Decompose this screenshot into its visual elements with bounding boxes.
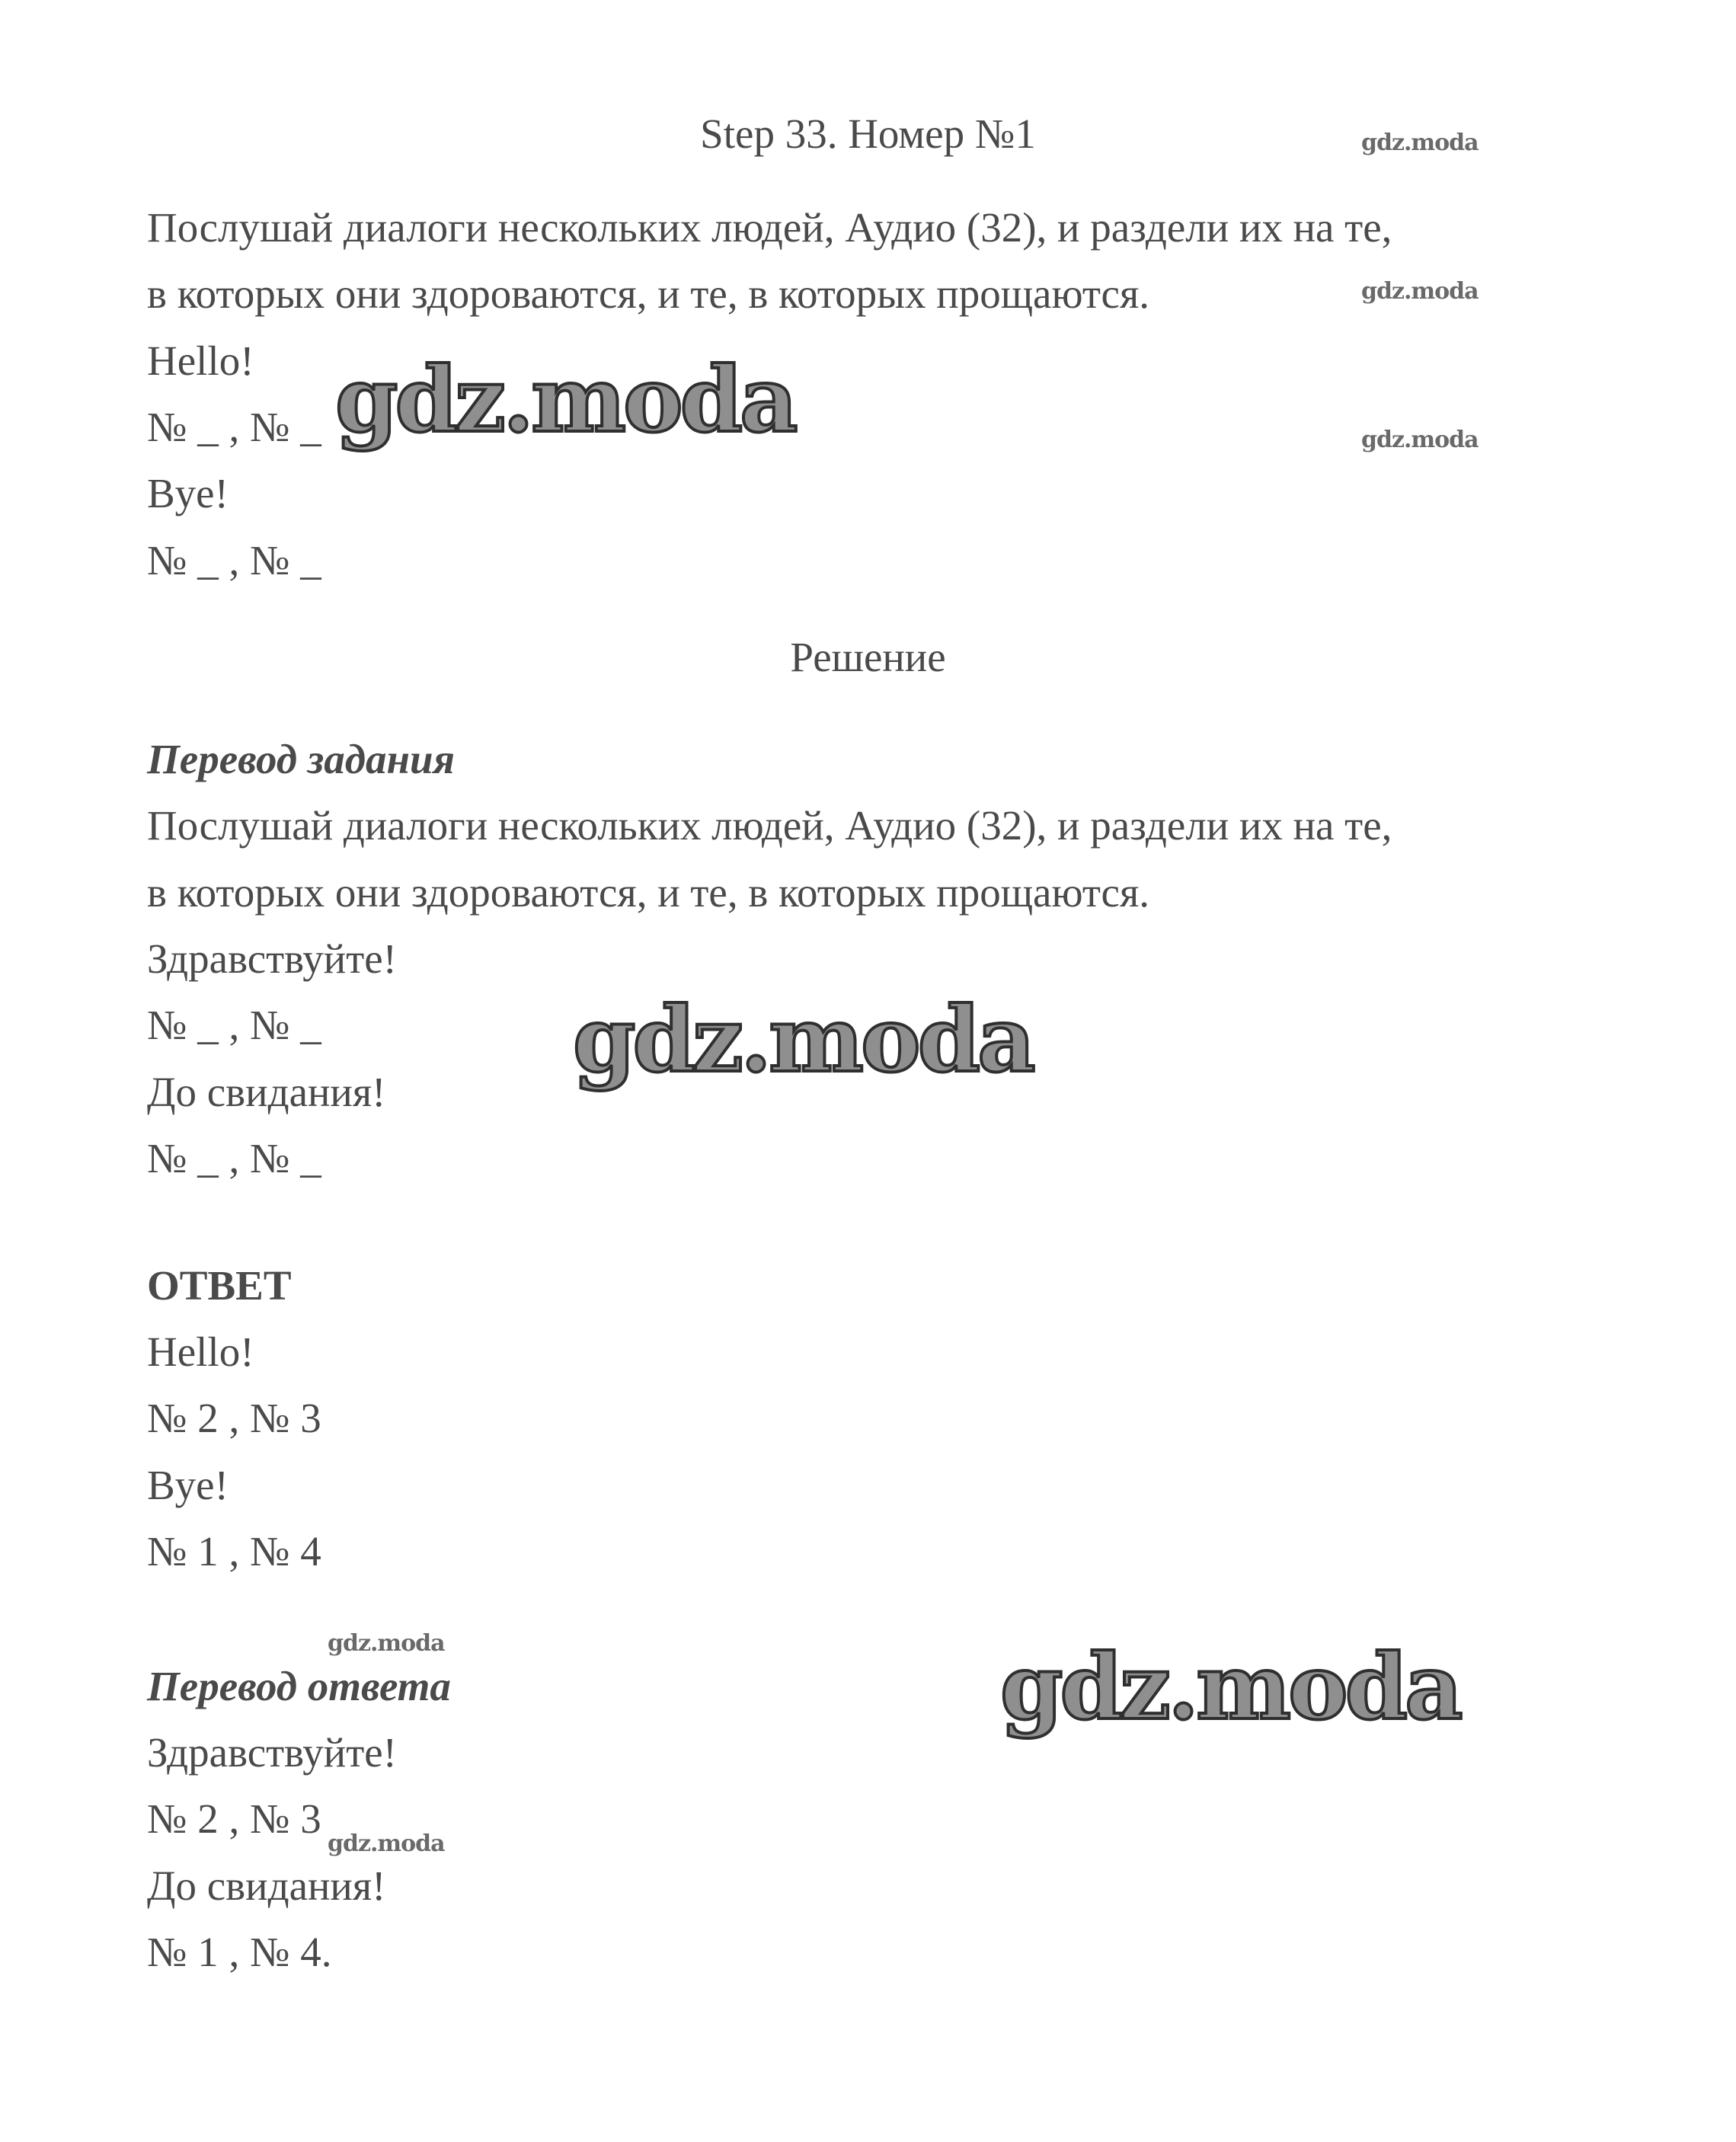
task-instruction-line-1: Послушай диалоги нескольких людей, Аудио (32), и раздели их на те, — [147, 204, 1392, 251]
translation-instruction-line-1: Послушай диалоги нескольких людей, Аудио (32), и раздели их на те, — [147, 802, 1392, 849]
task-instruction-line-2: в которых они здороваются, и те, в которых прощаются. — [147, 270, 1149, 317]
translation-farewell-blanks: № _ , № _ — [147, 1135, 321, 1181]
answer-greeting-label: Hello! — [147, 1328, 254, 1375]
answer-farewell-numbers: № 1 , № 4 — [147, 1528, 321, 1575]
watermark: gdz.moda — [1361, 427, 1479, 453]
translation-farewell-label: До свидания! — [147, 1069, 386, 1115]
answer-farewell-label: Bye! — [147, 1462, 229, 1508]
task-translation-heading: Перевод задания — [147, 736, 455, 782]
answer-greeting-numbers: № 2 , № 3 — [147, 1395, 321, 1441]
solution-heading: Решение — [790, 634, 946, 680]
answer-translation-farewell-label: До свидания! — [147, 1862, 386, 1909]
page-title: Step 33. Номер №1 — [700, 110, 1036, 157]
watermark: gdz.moda — [1000, 1634, 1460, 1740]
translation-instruction-line-2: в которых они здороваются, и те, в которых прощаются. — [147, 869, 1149, 916]
watermark: gdz.moda — [573, 986, 1033, 1092]
answer-translation-greeting-label: Здравствуйте! — [147, 1729, 397, 1776]
watermark: gdz.moda — [328, 1630, 445, 1657]
watermark: gdz.moda — [1361, 278, 1479, 305]
task-greeting-blanks: № _ , № _ — [147, 404, 321, 450]
task-farewell-label: Bye! — [147, 470, 229, 516]
answer-translation-greeting-numbers: № 2 , № 3 — [147, 1795, 321, 1842]
watermark: gdz.moda — [1361, 129, 1479, 156]
watermark: gdz.moda — [335, 347, 795, 452]
task-farewell-blanks: № _ , № _ — [147, 537, 321, 583]
task-greeting-label: Hello! — [147, 337, 254, 384]
answer-translation-heading: Перевод ответа — [147, 1663, 451, 1709]
watermark: gdz.moda — [328, 1830, 445, 1857]
answer-translation-farewell-numbers: № 1 , № 4. — [147, 1929, 332, 1975]
answer-heading: ОТВЕТ — [147, 1262, 292, 1309]
translation-greeting-label: Здравствуйте! — [147, 935, 397, 982]
translation-greeting-blanks: № _ , № _ — [147, 1002, 321, 1048]
